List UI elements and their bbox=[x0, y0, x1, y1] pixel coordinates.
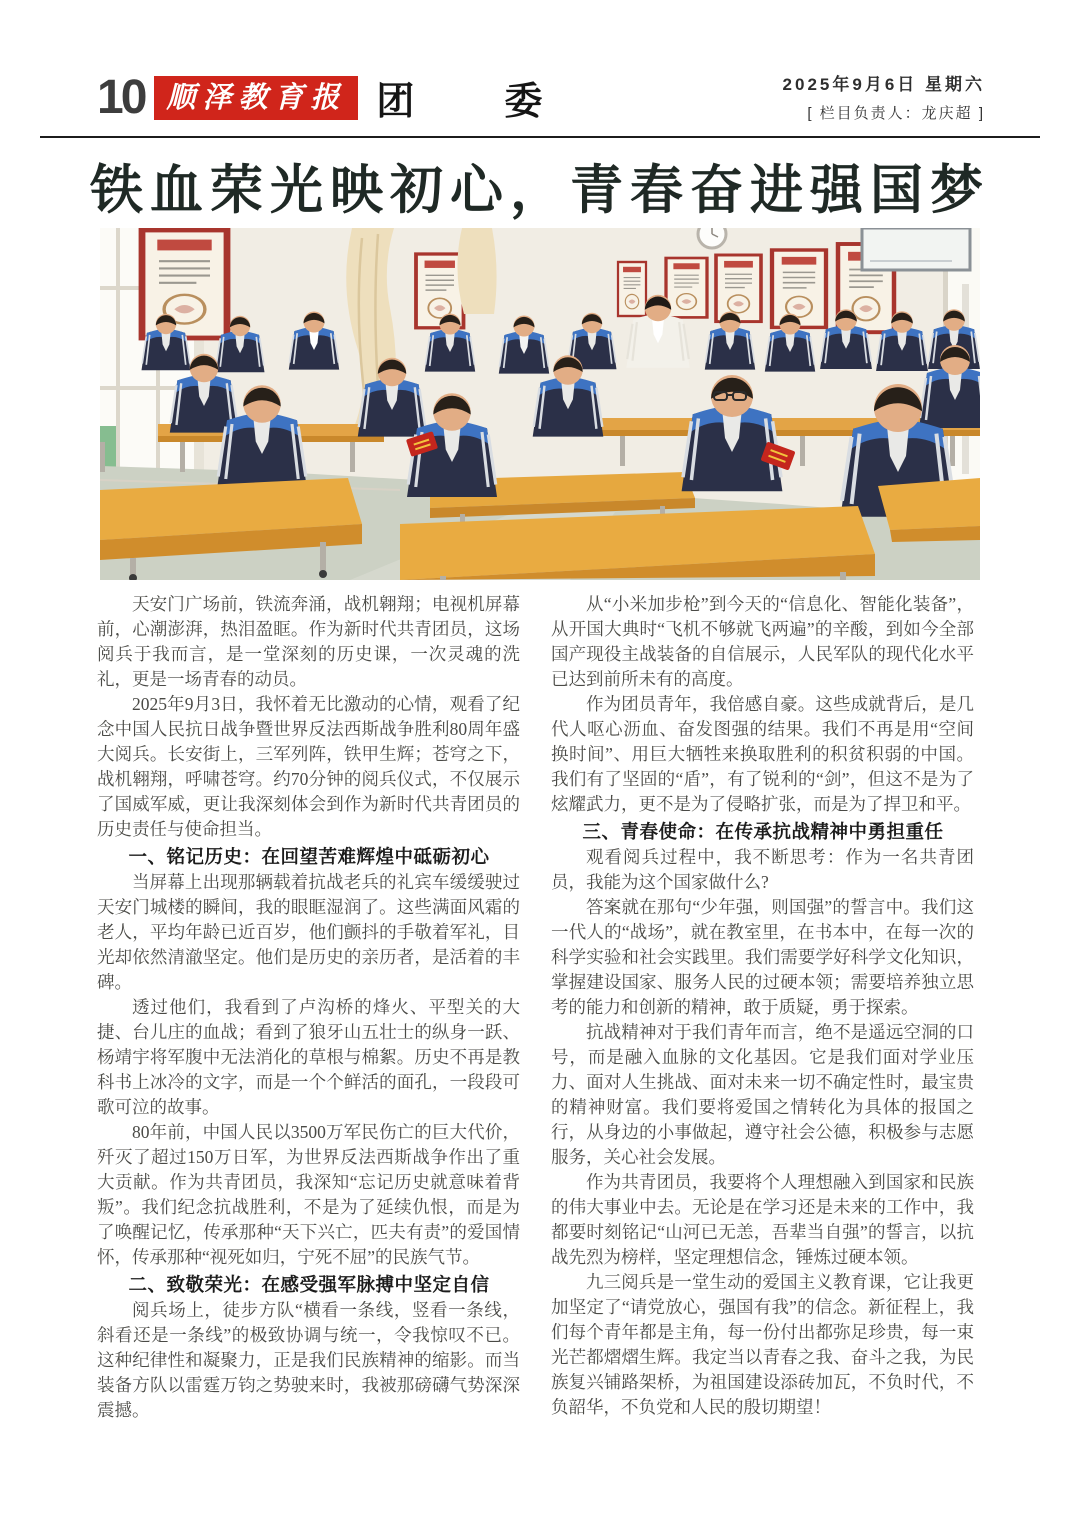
newspaper-title: 顺泽教育报 bbox=[154, 76, 358, 120]
page-number: 10 bbox=[97, 70, 145, 124]
header-divider bbox=[40, 136, 1040, 138]
section-heading: 三、青春使命：在传承抗战精神中勇担重任 bbox=[582, 821, 944, 842]
article-paragraph: 80年前，中国人民以3500万军民伤亡的巨大代价，歼灭了超过150万日军，为世界反法西斯战争作出了重大贡献。作为共青团员，我深知“忘记历史就意味着背叛”。我们纪念抗战胜利，不是为了延续仇恨，而是为了唤醒记忆，传承那种“天下兴亡，匹夫有责”的爱国情怀，传承那种“视死如归，宁死不屈”的民族气节。 bbox=[97, 1122, 520, 1267]
article-paragraph: 天安门广场前，铁流奔涌，战机翱翔；电视机屏幕前，心潮澎湃，热泪盈眶。作为新时代共青团员，这场阅兵于我而言，是一堂深刻的历史课，一次灵魂的洗礼，更是一场青春的动员。 bbox=[97, 594, 520, 689]
article-column-right bbox=[551, 592, 974, 1437]
article-body bbox=[97, 592, 975, 1437]
article-paragraph: 透过他们，我看到了卢沟桥的烽火、平型关的大捷、台儿庄的血战；看到了狼牙山五壮士的纵身一跃、杨靖宇将军腹中无法消化的草根与棉絮。历史不再是教科书上冰冷的文字，而是一个个鲜活的面孔，一段段可歌可泣的故事。 bbox=[97, 997, 520, 1117]
masthead-left bbox=[97, 70, 568, 125]
article-paragraph: 观看阅兵过程中，我不断思考：作为一名共青团员，我能为这个国家做什么? bbox=[551, 847, 974, 892]
section-heading: 二、致敬荣光：在感受强军脉搏中坚定自信 bbox=[128, 1274, 490, 1295]
section-title: 团 委 bbox=[376, 81, 569, 123]
section-heading: 一、铭记历史：在回望苦难辉煌中砥砺初心 bbox=[128, 846, 490, 867]
article-paragraph: 作为团员青年，我倍感自豪。这些成就背后，是几代人呕心沥血、奋发图强的结果。我们不再是用“空间换时间”、用巨大牺牲来换取胜利的积贫积弱的中国。我们有了坚固的“盾”，有了锐利的“剑”，但这不是为了炫耀武力，更不是为了侵略扩张，而是为了捍卫和平。 bbox=[551, 694, 974, 814]
issue-date: 2025年9月6日 星期六 bbox=[782, 75, 985, 94]
article-paragraph: 答案就在那句“少年强，则国强”的誓言中。我们这一代人的“战场”，就在教室里，在书本中，在每一次的科学实验和社会实践里。我们需要学好科学文化知识，掌握建设国家、服务人民的过硬本领；需要培养独立思考的能力和创新的精神，敢于质疑，勇于探索。 bbox=[551, 897, 974, 1017]
masthead bbox=[97, 70, 985, 125]
article-headline: 铁血荣光映初心，青春奋进强国梦 bbox=[90, 161, 990, 220]
article-paragraph: 抗战精神对于我们青年而言，绝不是遥远空洞的口号，而是融入血脉的文化基因。它是我们面对学业压力、面对人生挑战、面对未来一切不确定性时，最宝贵的精神财富。我们要将爱国之情转化为具体的报国之行，从身边的小事做起，遵守社会公德，积极参与志愿服务，关心社会发展。 bbox=[551, 1022, 974, 1167]
article-paragraph: 作为共青团员，我要将个人理想融入到国家和民族的伟大事业中去。无论是在学习还是未来的工作中，我都要时刻铭记“山河已无恙，吾辈当自强”的誓言，以抗战先烈为榜样，坚定理想信念，锤炼过硬本领。 bbox=[551, 1172, 974, 1267]
article-paragraph: 阅兵场上，徒步方队“横看一条线，竖看一条线，斜看还是一条线”的极致协调与统一，令我惊叹不已。这种纪律性和凝聚力，正是我们民族精神的缩影。而当装备方队以雷霆万钧之势驶来时，我被那磅礴气势深深震撼。 bbox=[97, 1300, 520, 1420]
article-photo bbox=[100, 228, 980, 580]
article-paragraph: 从“小米加步枪”到今天的“信息化、智能化装备”，从开国大典时“飞机不够就飞两遍”的辛酸，到如今全部国产现役主战装备的自信展示，人民军队的现代化水平已达到前所未有的高度。 bbox=[551, 594, 974, 689]
article-paragraph: 2025年9月3日，我怀着无比激动的心情，观看了纪念中国人民抗日战争暨世界反法西斯战争胜利80周年盛大阅兵。长安街上，三军列阵，铁甲生辉；苍穹之下，战机翱翔，呼啸苍穹。约70分钟的阅兵仪式，不仅展示了国威军威，更让我深刻体会到作为新时代共青团员的历史责任与使命担当。 bbox=[97, 694, 520, 839]
article-paragraph: 当屏幕上出现那辆载着抗战老兵的礼宾车缓缓驶过天安门城楼的瞬间，我的眼眶湿润了。这些满面风霜的老人，平均年龄已近百岁，他们颤抖的手敬着军礼，目光却依然清澈坚定。他们是历史的亲历者，是活着的丰碑。 bbox=[97, 872, 520, 992]
classroom-photo-illustration bbox=[100, 228, 980, 580]
article-column-left bbox=[97, 592, 520, 1437]
article-paragraph: 九三阅兵是一堂生动的爱国主义教育课，它让我更加坚定了“请党放心，强国有我”的信念。新征程上，我们每个青年都是主角，每一份付出都弥足珍贵，每一束光芒都熠熠生辉。我定当以青春之我、奋斗之我，为民族复兴铺路架桥，为祖国建设添砖加瓦，不负时代，不负韶华，不负党和人民的殷切期望！ bbox=[551, 1272, 974, 1417]
column-editor: [ 栏目负责人：龙庆超 ] bbox=[807, 105, 985, 122]
masthead-right bbox=[783, 70, 985, 123]
